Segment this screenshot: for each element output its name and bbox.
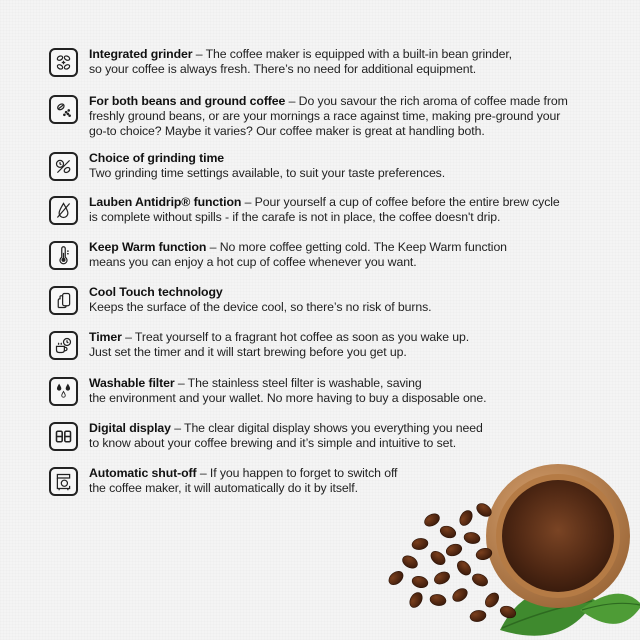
feature-cool-touch [49, 285, 609, 315]
feature-description-line: – No more coffee getting cold. The Keep Warm function [209, 240, 507, 254]
feature-title: Choice of grinding time [89, 151, 225, 165]
digital-display-icon [49, 422, 78, 451]
feature-description-line: the coffee maker, it will automatically do it by itself. [89, 481, 358, 495]
feature-keep-warm [49, 240, 609, 270]
feature-text [89, 240, 507, 270]
feature-description-line: to know about your coffee brewing and it’s simple and intuitive to set. [89, 436, 457, 450]
feature-text [89, 94, 568, 139]
beans-and-ground-coffee-icon [49, 95, 78, 124]
feature-description-line: Two grinding time settings available, to suit your taste preferences. [89, 166, 446, 180]
feature-washable-filter [49, 376, 609, 406]
feature-description-line: – Pour yourself a cup of coffee before the entire brew cycle [244, 195, 560, 209]
feature-description-line: Just set the timer and it will start brewing before you get up. [89, 345, 407, 359]
feature-antidrip [49, 195, 609, 225]
feature-description-line: so your coffee is always fresh. There’s no need for additional equipment. [89, 62, 477, 76]
feature-title: Keep Warm function [89, 240, 207, 254]
feature-description-line: the environment and your wallet. No more having to buy a disposable one. [89, 391, 487, 405]
feature-description-line: – The stainless steel filter is washable, saving [177, 376, 422, 390]
thermometer-icon [49, 241, 78, 270]
feature-title: Integrated grinder [89, 47, 193, 61]
feature-grinding-time [49, 151, 609, 181]
feature-description-line: is complete without spills - if the carafe is not in place, the coffee doesn't drip. [89, 210, 501, 224]
coffee-maker-icon [49, 467, 78, 496]
feature-text [89, 195, 560, 225]
feature-description-line: Keeps the surface of the device cool, so there’s no risk of burns. [89, 300, 432, 314]
feature-title: Lauben Antidrip® function [89, 195, 242, 209]
grinding-time-icon [49, 152, 78, 181]
feature-description-line: – The clear digital display shows you everything you need [174, 421, 483, 435]
antidrip-icon [49, 196, 78, 225]
feature-title: Digital display [89, 421, 171, 435]
wooden-bowl [486, 464, 630, 608]
feature-timer [49, 330, 609, 360]
feature-text [89, 285, 431, 315]
feature-description-line: go-to choice? Maybe it varies? Our coffee maker is great at handling both. [89, 124, 485, 138]
feature-text [89, 466, 397, 496]
coffee-beans-grinder-icon [49, 48, 78, 77]
feature-description-line: – The coffee maker is equipped with a built-in bean grinder, [195, 47, 512, 61]
washable-filter-icon [49, 377, 78, 406]
timer-cup-icon [49, 331, 78, 360]
feature-title: Timer [89, 330, 122, 344]
feature-text [89, 47, 512, 77]
feature-text [89, 421, 483, 451]
feature-description-line: means you can enjoy a hot cup of coffee whenever you want. [89, 255, 417, 269]
feature-text [89, 151, 445, 181]
feature-digital-display [49, 421, 609, 451]
feature-title: For both beans and ground coffee [89, 94, 286, 108]
coffee-bowl-illustration [380, 450, 640, 640]
feature-integrated-grinder [49, 47, 609, 77]
feature-title: Washable filter [89, 376, 175, 390]
feature-description-line: freshly ground beans, or are your mornings a race against time, making pre-ground your [89, 109, 561, 123]
feature-text [89, 330, 469, 360]
feature-description-line: – If you happen to forget to switch off [199, 466, 398, 480]
feature-beans-and-ground [49, 94, 609, 139]
feature-text [89, 376, 486, 406]
feature-title: Automatic shut-off [89, 466, 197, 480]
feature-description-line: – Treat yourself to a fragrant hot coffee as soon as you wake up. [125, 330, 470, 344]
cool-touch-hand-icon [49, 286, 78, 315]
feature-title: Cool Touch technology [89, 285, 223, 299]
feature-description-line: – Do you savour the rich aroma of coffee made from [288, 94, 568, 108]
